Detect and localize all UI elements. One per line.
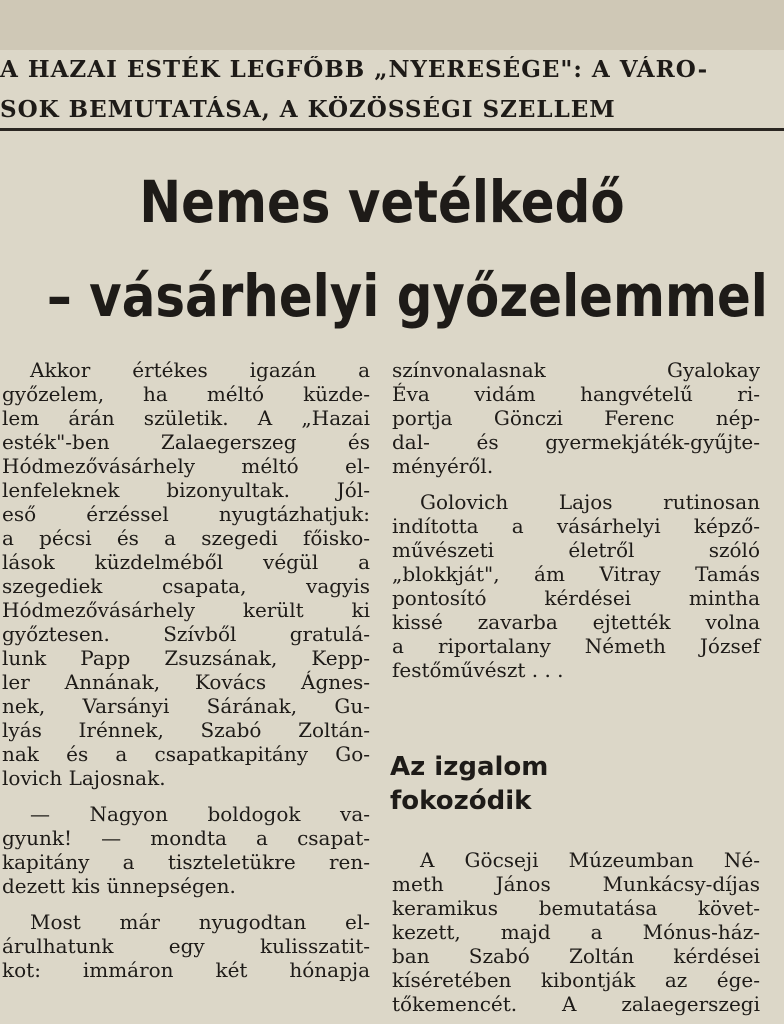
text-line: győztesen. Szívből gratulá- [2,622,370,646]
kicker-line-1: A HAZAI ESTÉK LEGFŐBB „NYERESÉGE": A VÁRO- [0,56,709,83]
text-line: Hódmezővásárhely került ki [2,598,370,622]
headline-line-2: – vásárhelyi győzelemmel [46,262,768,330]
subhead-line-1: Az izgalom [390,752,549,782]
text-line: lunk Papp Zsuzsának, Kepp- [2,646,370,670]
text-line: ler Annának, Kovács Ágnes- [2,670,370,694]
text-line: festőművészt . . . [392,658,564,682]
subhead-line-2: fokozódik [390,786,532,816]
text-line: gyunk! — mondta a csapat- [2,826,370,850]
text-line: Hódmezővásárhely méltó el- [2,454,370,478]
text-line: meth János Munkácsy-díjas [392,872,760,896]
paragraph-gap [2,898,370,910]
text-line: Éva vidám hangvételű ri- [392,382,760,406]
top-band [0,0,784,50]
paragraph-gap [392,478,760,490]
text-line: lenfeleknek bizonyultak. Jól- [2,478,370,502]
text-line: lovich Lajosnak. [2,766,166,790]
text-line: szegediek csapata, vagyis [2,574,370,598]
text-line: kíséretében kibontják az ége- [392,968,760,992]
text-line: kot: immáron két hónapja [2,958,370,982]
text-line: a pécsi és a szegedi főisko- [2,526,370,550]
text-line: indította a vásárhelyi képző- [392,514,760,538]
subhead [390,750,548,818]
text-line: lem árán születik. A „Hazai [2,406,370,430]
text-line: kissé zavarba ejtették volna [392,610,760,634]
kicker-line-2: SOK BEMUTATÁSA, A KÖZÖSSÉGI SZELLEM [0,96,616,123]
text-line: művészeti életről szóló [392,538,760,562]
text-line: „blokkját", ám Vitray Tamás [392,562,760,586]
text-line: nak és a csapatkapitány Go- [2,742,370,766]
text-line: kapitány a tiszteletükre ren- [2,850,370,874]
text-line: pontosító kérdései mintha [392,586,760,610]
text-line: győzelem, ha méltó küzde- [2,382,370,406]
text-line: lyás Irénnek, Szabó Zoltán- [2,718,370,742]
text-line: tőkemencét. A zalaegerszegi [392,992,760,1016]
text-line: dal- és gyermekjáték-gyűjte- [392,430,760,454]
left-column [2,358,370,982]
text-line: Golovich Lajos rutinosan [420,490,760,514]
text-line: árulhatunk egy kulisszatit- [2,934,370,958]
right-column-top [392,358,760,682]
right-column-bottom [392,848,760,1016]
text-line: dezett kis ünnepségen. [2,874,236,898]
headline-line-1: Nemes vetélkedő [139,168,625,236]
text-line: Akkor értékes igazán a [30,358,370,382]
paragraph-gap [2,790,370,802]
text-line: ban Szabó Zoltán kérdései [392,944,760,968]
text-line: színvonalasnak Gyalokay [392,358,760,382]
text-line: keramikus bemutatása követ- [392,896,760,920]
text-line: nek, Varsányi Sárának, Gu- [2,694,370,718]
text-line: — Nagyon boldogok va- [30,802,370,826]
kicker-rule [0,128,784,131]
text-line: ményéről. [392,454,494,478]
text-line: lások küzdelméből végül a [2,550,370,574]
text-line: A Göcseji Múzeumban Né- [420,848,760,872]
text-line: esték"-ben Zalaegerszeg és [2,430,370,454]
text-line: portja Gönczi Ferenc nép- [392,406,760,430]
text-line: kezett, majd a Mónus-ház- [392,920,760,944]
text-line: a riportalany Németh József [392,634,760,658]
text-line: Most már nyugodtan el- [30,910,370,934]
text-line: eső érzéssel nyugtázhatjuk: [2,502,370,526]
